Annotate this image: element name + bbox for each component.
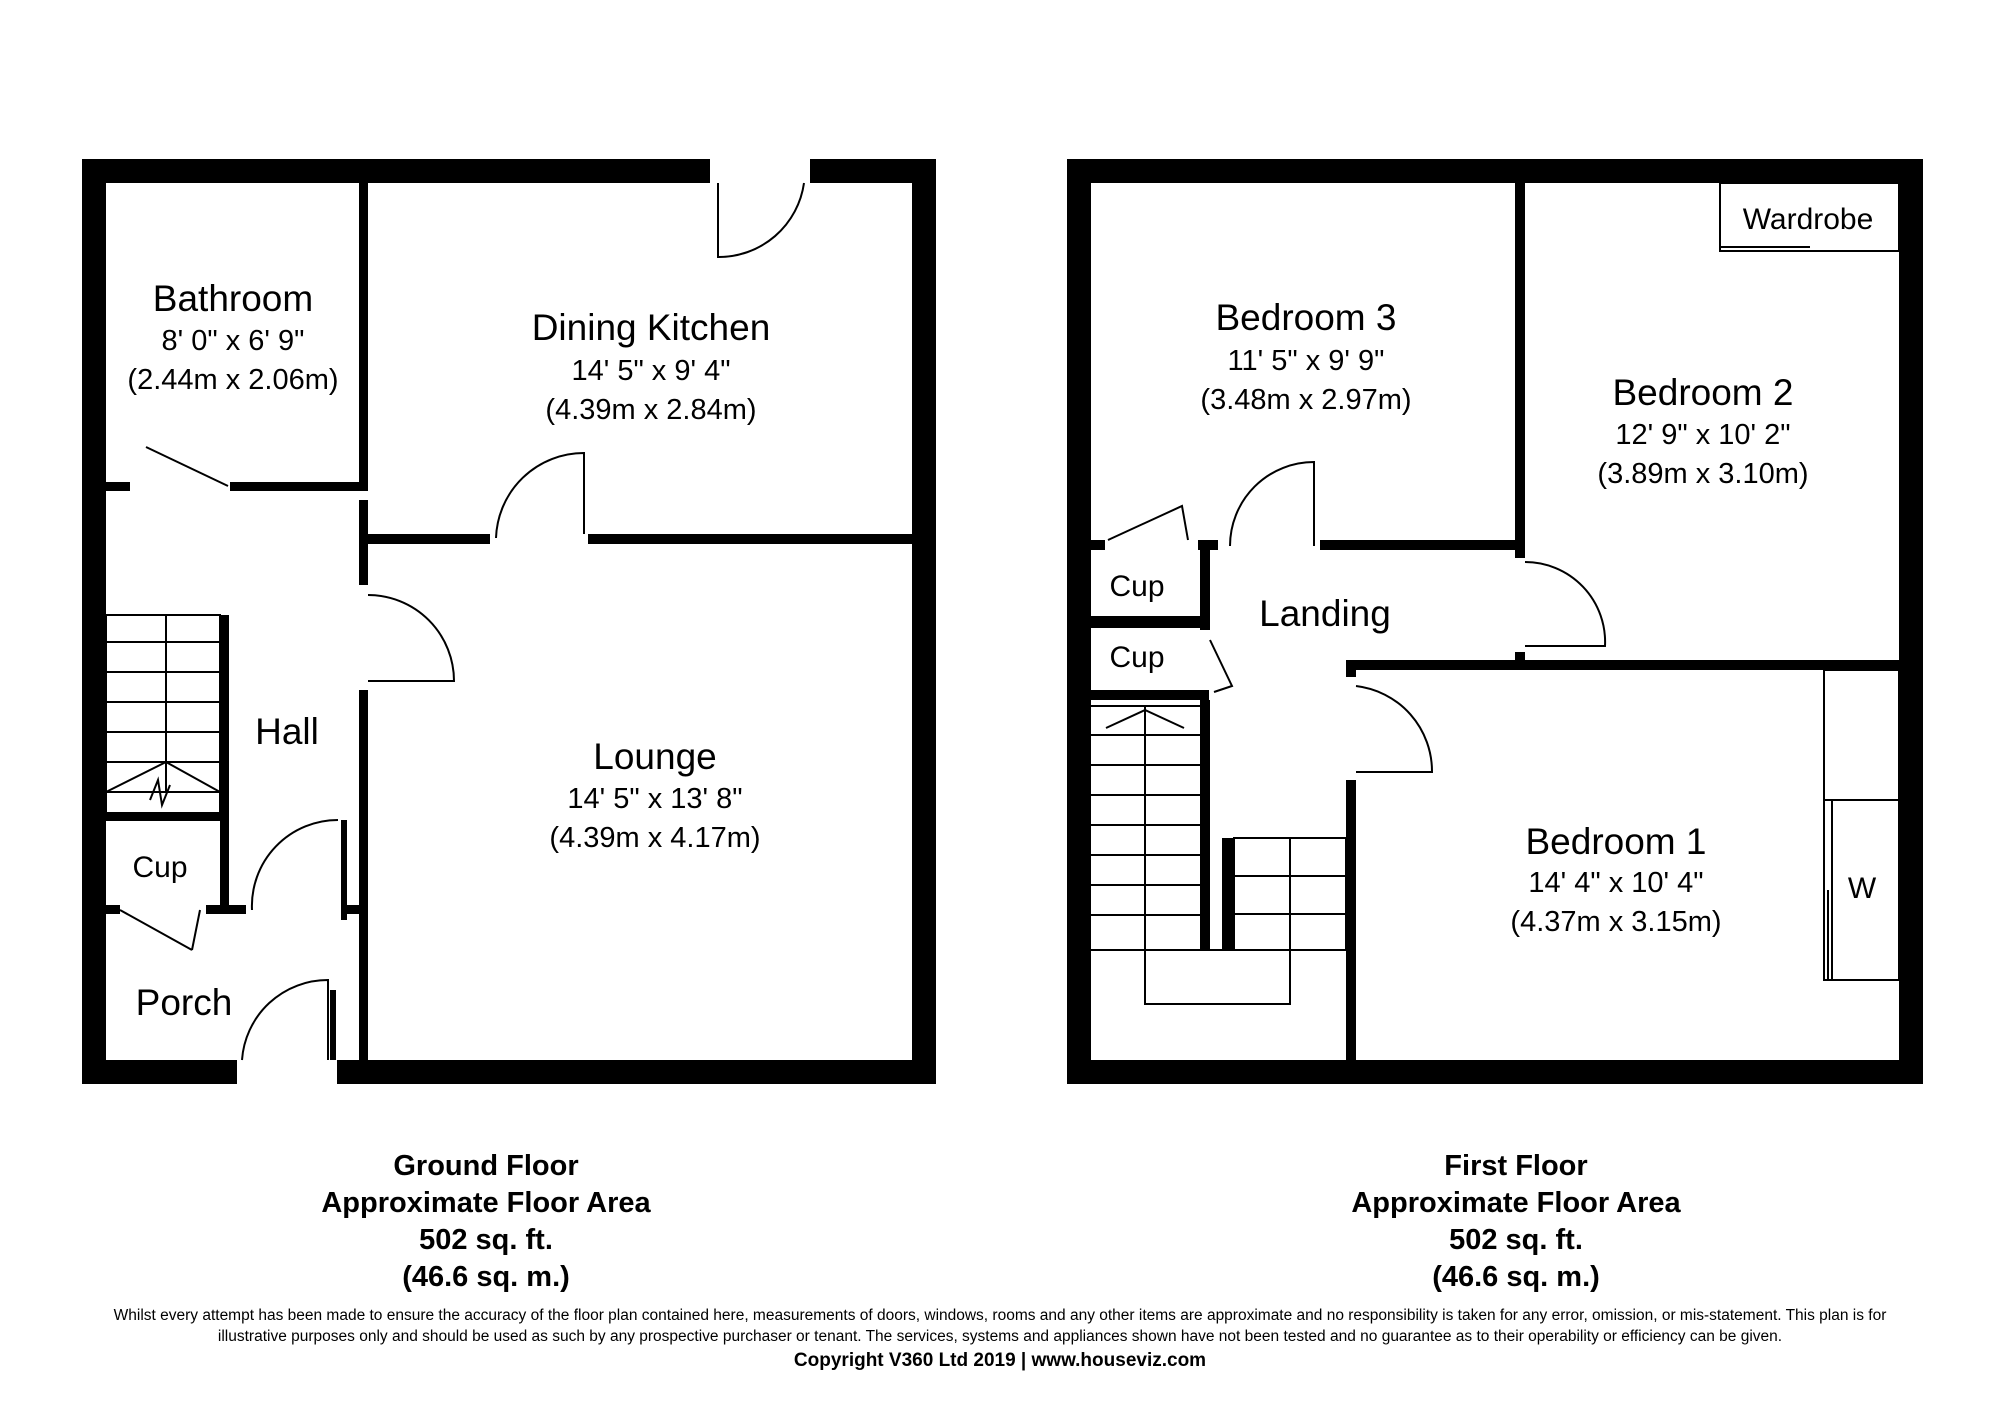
ff-right-wall: [1899, 159, 1923, 1084]
gf-bottom-wall-right: [337, 1060, 936, 1084]
ff-bed1-door-icon: [1356, 686, 1432, 772]
ground-floor-area-metric: (46.6 sq. m.): [402, 1261, 570, 1293]
first-floor-fixtures: [1091, 183, 1899, 1004]
gf-stair-wall: [220, 615, 229, 905]
gf-porch-hall-door-icon: [252, 820, 338, 910]
ff-cup-upper-door-icon: [1108, 506, 1188, 540]
ff-bottom-wall: [1067, 1060, 1923, 1084]
ff-cup-lower-name: Cup: [1109, 641, 1165, 674]
lounge-metric: (4.39m x 4.17m): [549, 822, 761, 854]
ground-floor-subtitle: Approximate Floor Area: [321, 1187, 651, 1219]
bedroom1-metric: (4.37m x 3.15m): [1510, 906, 1722, 938]
ff-bed3-bottom-wall-a: [1091, 540, 1105, 550]
landing-name: Landing: [1259, 593, 1391, 634]
first-floor-plan: [1067, 159, 1923, 1084]
ff-cup-lower-door-icon: [1210, 640, 1232, 692]
gf-bathroom-bottom-wall-a: [106, 482, 130, 491]
gf-cup-name: Cup: [132, 851, 188, 884]
disclaimer: [30, 1305, 1970, 1347]
wardrobe-name: Wardrobe: [1742, 203, 1874, 236]
dining-kitchen-imperial: 14' 5" x 9' 4": [571, 355, 731, 387]
lounge-imperial: 14' 5" x 13' 8": [567, 783, 743, 815]
gf-kitchen-lounge-wall-b: [588, 534, 912, 544]
first-floor-subtitle: Approximate Floor Area: [1351, 1187, 1681, 1219]
dining-kitchen-metric: (4.39m x 2.84m): [545, 394, 757, 426]
bedroom3-imperial: 11' 5" x 9' 9": [1227, 345, 1385, 377]
disclaimer-line-1: Whilst every attempt has been made to ensure the accuracy of the floor plan contained here, measurements of doors, windows, rooms and any other items are approximate and no responsibility is taken for any error, omission, or mis-statement. This plan is for: [113, 1307, 1887, 1324]
gf-bathroom-bottom-wall-b: [230, 482, 368, 491]
dining-kitchen-name: Dining Kitchen: [531, 307, 771, 348]
gf-left-wall: [82, 159, 106, 1084]
first-floor-area-metric: (46.6 sq. m.): [1432, 1261, 1600, 1293]
ff-left-wall: [1067, 159, 1091, 1084]
first-floor-area-imperial: 502 sq. ft.: [1449, 1224, 1583, 1256]
disclaimer-line-2: illustrative purposes only and should be used as such by any prospective purchaser or tenant. The services, systems and appliances shown have not been tested and no guarantee as to their operability or efficiency can be given.: [217, 1328, 1783, 1345]
gf-cup-bottom-wall-b: [206, 905, 246, 914]
first-floor-caption: [1216, 1148, 1816, 1296]
gf-cup-bottom-wall-a: [106, 905, 120, 914]
gf-hall-lounge-door-icon: [368, 595, 454, 681]
ff-bed2-door-icon: [1525, 562, 1605, 646]
gf-kitchen-lounge-door-icon: [496, 453, 584, 538]
first-floor-title: First Floor: [1444, 1150, 1588, 1182]
gf-kitchen-lounge-wall-a: [368, 534, 490, 544]
gf-kitchen-door-icon: [718, 183, 804, 257]
gf-porch-divider: [330, 990, 336, 1060]
bathroom-imperial: 8' 0" x 6' 9": [161, 325, 305, 357]
gf-right-wall: [912, 159, 936, 1084]
ground-floor-caption: [186, 1148, 786, 1296]
gf-cup-door-icon: [120, 910, 200, 950]
gf-hall-right-wall-bottom: [359, 690, 368, 1060]
ff-bed1-left-wall-top: [1346, 660, 1356, 672]
ground-floor-area-imperial: 502 sq. ft.: [419, 1224, 553, 1256]
gf-hall-right-wall-top: [359, 500, 368, 585]
bedroom2-imperial: 12' 9" x 10' 2": [1615, 419, 1791, 451]
ff-bed3-bed2-wall: [1515, 183, 1525, 558]
porch-name: Porch: [135, 982, 233, 1023]
gf-staircase: [106, 615, 220, 813]
gf-top-wall-left: [82, 159, 710, 183]
bedroom2-name: Bedroom 2: [1612, 372, 1794, 413]
ff-cup-upper-name: Cup: [1109, 570, 1165, 603]
ff-stair-inner-wall: [1222, 838, 1234, 950]
ff-cup2-bottom-wall: [1091, 690, 1209, 700]
ff-wardrobe-bed1: [1824, 670, 1899, 980]
bathroom-metric: (2.44m x 2.06m): [127, 364, 339, 396]
hall-name: Hall: [255, 711, 319, 752]
gf-porch-right-wall-a: [341, 820, 347, 920]
ff-stair-divider-wall: [1200, 700, 1210, 950]
ff-cup-mid-wall: [1091, 616, 1210, 628]
ff-bed2-bottom-wall-c: [1515, 652, 1525, 664]
bedroom3-name: Bedroom 3: [1215, 297, 1397, 338]
lounge-name: Lounge: [593, 736, 717, 777]
gf-porch-right-wall-b: [347, 905, 359, 914]
gf-front-door-icon: [242, 980, 328, 1060]
bedroom3-metric: (3.48m x 2.97m): [1200, 384, 1412, 416]
ff-bed3-door-icon: [1230, 462, 1314, 546]
ff-bed1-left-wall: [1346, 780, 1356, 1060]
ff-staircase: [1091, 706, 1346, 1004]
wardrobe-w-name: W: [1847, 872, 1877, 905]
ff-bed3-bottom-wall-c: [1320, 540, 1525, 550]
gf-bottom-wall-left: [82, 1060, 237, 1084]
ff-top-wall: [1067, 159, 1923, 183]
first-floor-labels: [1109, 203, 1876, 938]
gf-bathroom-door-icon: [146, 447, 228, 486]
ff-bed2-bottom-wall-b: [1346, 660, 1899, 670]
bedroom2-metric: (3.89m x 3.10m): [1597, 458, 1809, 490]
bathroom-name: Bathroom: [152, 278, 314, 319]
bedroom1-name: Bedroom 1: [1525, 821, 1707, 862]
copyright-notice[interactable]: Copyright V360 Ltd 2019 | www.houseviz.com: [793, 1350, 1207, 1371]
bedroom1-imperial: 14' 4" x 10' 4": [1528, 867, 1704, 899]
ground-floor-title: Ground Floor: [393, 1150, 579, 1182]
gf-bathroom-kitchen-wall: [359, 183, 368, 490]
